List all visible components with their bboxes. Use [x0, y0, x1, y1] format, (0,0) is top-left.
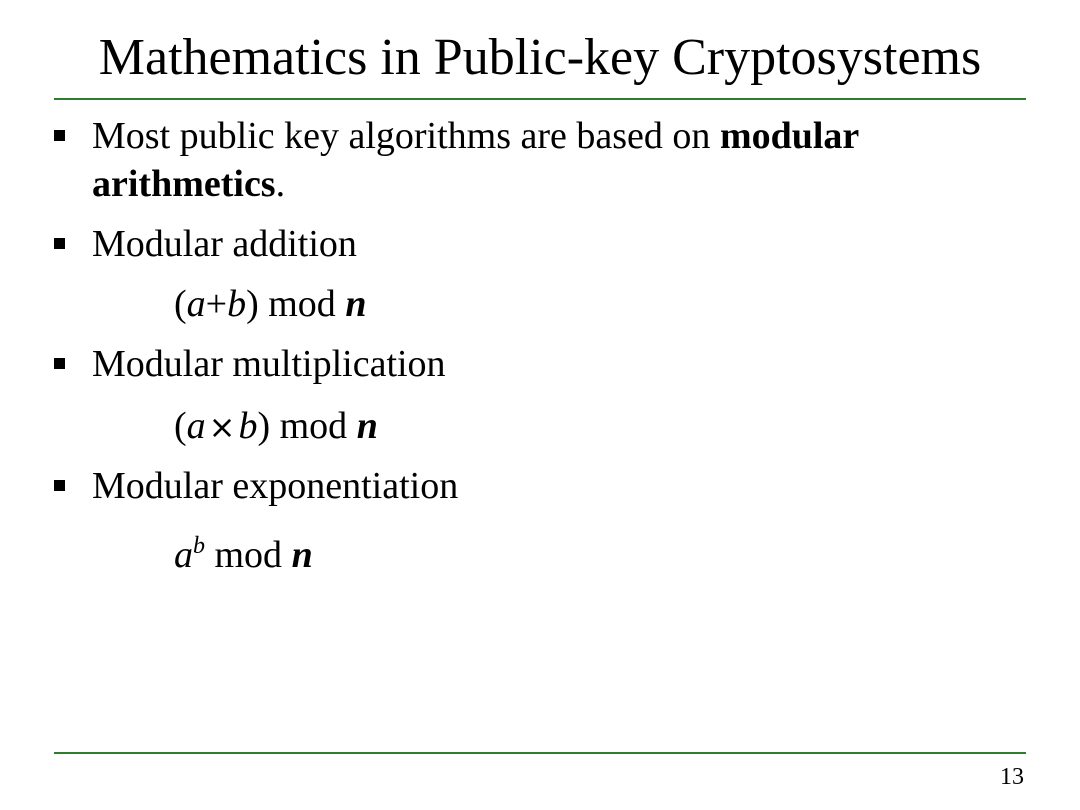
square-bullet-icon — [54, 480, 65, 491]
bullet-line-2 — [92, 160, 992, 208]
bullet-text-after: . — [275, 163, 286, 205]
square-bullet-icon — [54, 358, 65, 369]
bold-term-modular: modular — [719, 115, 860, 157]
square-bullet-icon — [54, 238, 65, 249]
formula-addition: (a+b) mod n — [174, 283, 367, 325]
title-divider — [54, 98, 1026, 100]
bullet-text: Modular multiplication — [92, 343, 446, 385]
var-n: n — [356, 405, 378, 447]
bullet-text: Modular exponentiation — [92, 465, 459, 507]
slide-title: Mathematics in Public-key Cryptosystems — [98, 29, 982, 86]
formula-exponentiation: $a^b$ mod n — [174, 533, 313, 576]
var-n: n — [291, 534, 313, 576]
operator-plus: + — [205, 283, 228, 325]
formula-multiplication: (a×b) mod n — [174, 405, 378, 447]
var-b: b — [238, 405, 258, 447]
operator-times: × — [208, 408, 236, 446]
bullet-line-1 — [92, 112, 992, 160]
bold-term-arithmetics: arithmetics — [92, 163, 276, 205]
var-n: n — [345, 283, 367, 325]
bullet-text-before: Most public key algorithms are based on — [92, 115, 720, 157]
footer-divider — [54, 752, 1026, 754]
var-a: a — [174, 534, 193, 576]
square-bullet-icon — [54, 130, 65, 141]
var-a: a — [186, 283, 206, 325]
bullet-text — [92, 112, 992, 208]
var-a: a — [186, 405, 206, 447]
bullet-text: Modular addition — [92, 223, 357, 265]
page-number: 13 — [1000, 764, 1024, 790]
exponent-b: b — [193, 533, 205, 559]
var-b: b — [227, 283, 247, 325]
